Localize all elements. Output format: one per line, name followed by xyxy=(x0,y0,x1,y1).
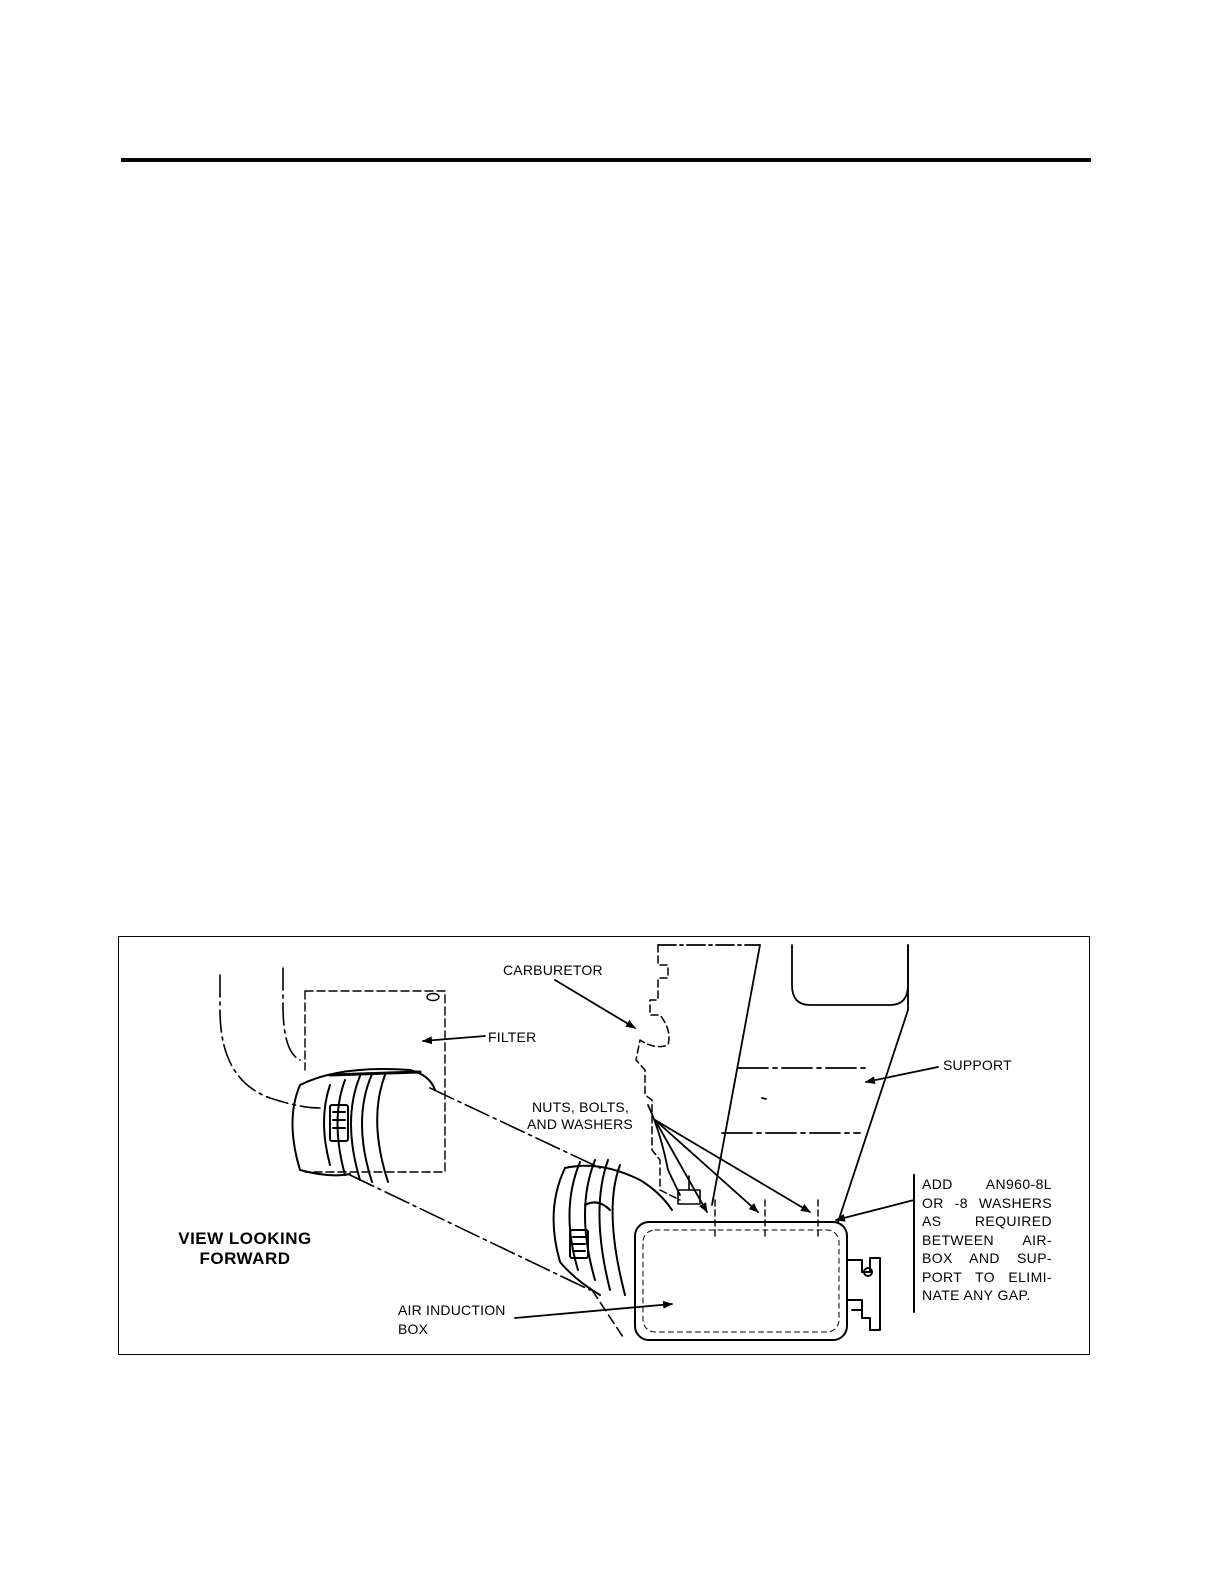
note-line: PORT TO ELIMI- xyxy=(922,1268,1052,1285)
note-line: NATE ANY GAP. xyxy=(922,1287,1031,1303)
note-line: ADD AN960-8L xyxy=(922,1176,1052,1192)
nuts-bolts-label-line2: AND WASHERS xyxy=(527,1116,633,1132)
note-line: BOX AND SUP- xyxy=(922,1250,1052,1266)
support-bracket xyxy=(722,945,908,1222)
nuts-bolts-label-line1: NUTS, BOLTS, xyxy=(532,1099,630,1115)
left-hose-clamp xyxy=(293,1069,436,1182)
outer-duct-outline xyxy=(220,968,320,1108)
note-line: BETWEEN AIR- xyxy=(922,1231,1052,1248)
air-induction-box xyxy=(635,1222,880,1340)
air-induction-box-label-line2: BOX xyxy=(398,1321,429,1337)
support-label: SUPPORT xyxy=(943,1057,1012,1073)
view-looking-forward-line1: VIEW LOOKING xyxy=(178,1229,312,1248)
air-induction-box-label-line1: AIR INDUCTION xyxy=(398,1302,506,1318)
view-looking-forward-line2: FORWARD xyxy=(199,1249,291,1268)
note-line: AS REQUIRED xyxy=(922,1213,1052,1229)
washer-note xyxy=(922,1175,1052,1305)
filter-label: FILTER xyxy=(488,1029,537,1045)
carburetor-outline xyxy=(636,945,680,1200)
carburetor-edges xyxy=(648,945,760,1205)
right-hose-clamp xyxy=(554,1160,672,1295)
note-line: OR -8 WASHERS xyxy=(922,1194,1052,1211)
carburetor-label: CARBURETOR xyxy=(503,962,603,978)
